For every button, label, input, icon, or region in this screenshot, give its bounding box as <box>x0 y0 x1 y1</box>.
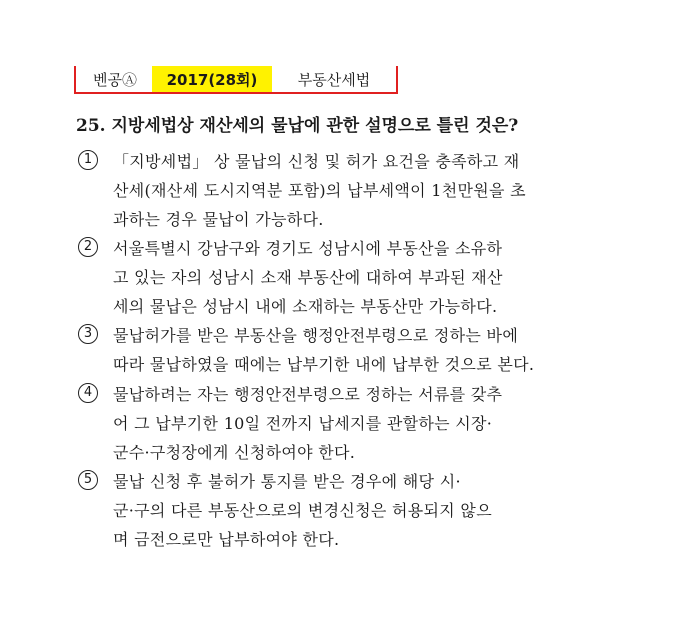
choice-line: 고 있는 자의 성남시 소재 부동산에 대하여 부과된 재산 <box>113 268 503 287</box>
choice-line: 어 그 납부기한 10일 전까지 납세지를 관할하는 시장· <box>113 414 493 433</box>
question-title: 25. 지방세법상 재산세의 물납에 관한 설명으로 틀린 것은? <box>76 116 519 136</box>
choice-line: 물납 신청 후 불허가 통지를 받은 경우에 해당 시· <box>113 472 461 491</box>
choice-number: 5 <box>78 470 98 490</box>
choice-line: 따라 물납하였을 때에는 납부기한 내에 납부한 것으로 본다. <box>113 355 535 374</box>
choice-line: 세의 물납은 성남시 내에 소재하는 부동산만 가능하다. <box>113 297 498 316</box>
exam-header <box>74 66 398 94</box>
choice-line: 물납하려는 자는 행정안전부령으로 정하는 서류를 갖추 <box>113 385 503 404</box>
choice-line: 물납허가를 받은 부동산을 행정안전부령으로 정하는 바에 <box>113 326 519 345</box>
choice-number: 3 <box>78 324 98 344</box>
subject-label: 부동산세법 <box>272 66 398 92</box>
choice-line: 산세(재산세 도시지역분 포함)의 납부세액이 1천만원을 초 <box>113 181 526 200</box>
source-label: 벤공Ⓐ <box>74 66 152 92</box>
choice-line: 과하는 경우 물납이 가능하다. <box>113 210 324 229</box>
choice-number: 4 <box>78 383 98 403</box>
choice-line: 「지방세법」 상 물납의 신청 및 허가 요건을 충족하고 재 <box>113 152 520 171</box>
exam-year-label: 2017(28회) <box>152 66 272 92</box>
choice-line: 서울특별시 강남구와 경기도 성남시에 부동산을 소유하 <box>113 239 503 258</box>
choice-line: 군·구의 다른 부동산으로의 변경신청은 허용되지 않으 <box>113 501 492 520</box>
choice-line: 군수·구청장에게 신청하여야 한다. <box>113 443 356 462</box>
choice-line: 며 금전으로만 납부하여야 한다. <box>113 530 340 549</box>
choice-number: 1 <box>78 150 98 170</box>
choice-number: 2 <box>78 237 98 257</box>
